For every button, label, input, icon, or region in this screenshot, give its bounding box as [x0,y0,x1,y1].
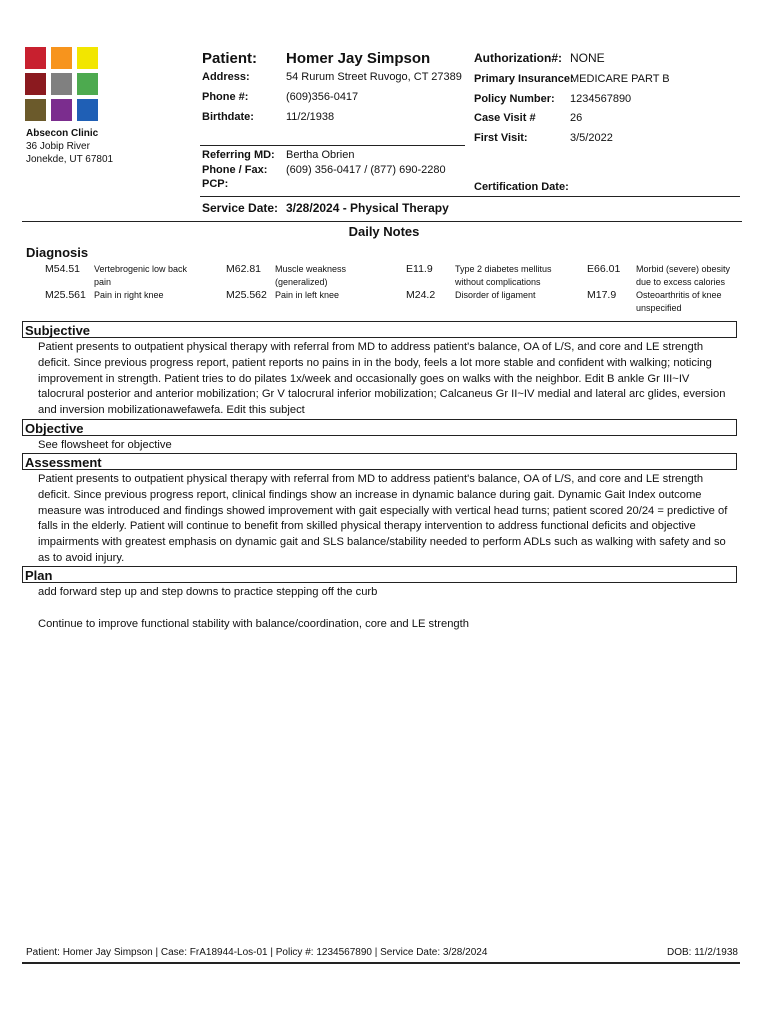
subjective-header: Subjective [22,321,737,338]
footer-dob: DOB: 11/2/1938 [667,947,738,958]
dx-code: E66.01 [587,263,621,275]
birthdate-label: Birthdate: [202,111,254,123]
first-visit-value: 3/5/2022 [570,132,613,144]
phonefax-value: (609) 356-0417 / (877) 690-2280 [286,164,446,176]
logo-square [51,73,72,95]
pcp-label: PCP: [202,178,229,190]
policy-label: Policy Number: [474,93,555,105]
clinic-logo [25,47,101,123]
dx-desc: Pain in right knee [94,290,164,300]
clinic-name: Absecon Clinic [26,128,99,139]
assessment-header: Assessment [22,453,737,470]
dx-code: M25.562 [226,289,267,301]
phone-label: Phone #: [202,91,249,103]
phone-value: (609)356-0417 [286,91,359,103]
objective-header: Objective [22,419,737,436]
first-visit-label: First Visit: [474,132,528,144]
policy-value: 1234567890 [570,93,632,105]
assessment-text: Patient presents to outpatient physical therapy with referral from MD to address patient's balance, OA of L/S, and core and LE strength deficit. Since previous progress report, clinical findings show an increase in dynamic balance during gait. Dynamic Gait Index outcome measure was introduced and findings showed improvement with gait especially with vertical head turns; patient scored 20/24 = predictive of falls in the elderly. Patient will continue to benefit from skilled physical therapy intervention to address functional deficits and objective impairments with greatest emphasis on dynamic gait and SLS balance/stability needed to perform ADLs such as walking with safety and so as to avoid injury. [38,473,728,564]
dx-code: M25.561 [45,289,86,301]
dx-desc: Disorder of ligament [455,290,536,300]
daily-notes-title: Daily Notes [348,224,420,239]
footer-patient-info: Patient: Homer Jay Simpson | Case: FrA18944-Los-01 | Policy #: 1234567890 | Service Date: 3/28/2024 [26,947,488,958]
plan-line-2: Continue to improve functional stability with balance/coordination, core and LE strength [38,618,469,630]
plan-header: Plan [22,566,737,583]
service-date-value: 3/28/2024 - Physical Therapy [286,201,449,215]
clinic-address-block [26,127,113,166]
logo-square [25,99,46,121]
referring-label: Referring MD: [202,149,275,161]
dx-code: M24.2 [406,289,436,301]
patient-name: Homer Jay Simpson [286,50,431,67]
dx-desc: Vertebrogenic low back pain [94,264,188,287]
logo-square [51,47,72,69]
subjective-text: Patient presents to outpatient physical therapy with referral from MD to address patient's balance, OA of L/S, and core and LE strength deficit. Since previous progress report, patient reports no pains in in the body, feels a lot more stable and confident with walking; noticing improvement in strength. Patient tries to do pilates 1x/week and occasionally goes on walks with the neighbor. Edit B ankle Gr III~IV talocrural posterior and anterior mobilization; Gr V talocrural inferior mobilization; Calcaneus Gr II~IV medial and lateral arc glides, eversion and inversion mobilizationawefawefa. Edit this subject [38,341,726,417]
address-label: Address: [202,71,250,83]
footer-rule [22,962,740,964]
logo-square [51,99,72,121]
referring-value: Bertha Obrien [286,149,355,161]
dx-desc: Morbid (severe) obesity due to excess calories [636,264,731,287]
dx-desc: Osteoarthritis of knee unspecified [636,290,722,313]
insurance-label: Primary Insurance: [474,73,574,85]
phonefax-label: Phone / Fax: [202,164,268,176]
service-divider [200,196,740,197]
address-value: 54 Rurum Street Ruvogo, CT 27389 [286,71,462,83]
dx-code: M17.9 [587,289,617,301]
objective-text: See flowsheet for objective [38,439,172,451]
auth-label: Authorization#: [474,51,562,65]
case-visit-label: Case Visit # [474,112,536,124]
dx-desc: Type 2 diabetes mellitus without complications [455,264,552,287]
logo-square [77,99,98,121]
birthdate-value: 11/2/1938 [286,111,335,123]
plan-line-1: add forward step up and step downs to practice stepping off the curb [38,586,378,598]
insurance-value: MEDICARE PART B [570,73,670,85]
logo-square [77,73,98,95]
certification-label: Certification Date: [474,181,569,193]
logo-square [25,73,46,95]
dx-code: M62.81 [226,263,262,275]
logo-square [25,47,46,69]
clinic-city: Jonekde, UT 67801 [26,154,114,165]
dx-desc: Muscle weakness (generalized) [275,264,347,287]
header-rule [22,221,742,222]
patient-label: Patient: [202,50,258,67]
dx-code: M54.51 [45,263,81,275]
patient-divider [200,145,465,146]
case-visit-value: 26 [570,112,583,124]
dx-code: E11.9 [406,263,433,275]
clinic-street: 36 Jobip River [26,141,90,152]
logo-square [77,47,98,69]
auth-value: NONE [570,51,605,65]
dx-desc: Pain in left knee [275,290,340,300]
service-date-label: Service Date: [202,201,279,215]
diagnosis-title: Diagnosis [26,245,89,260]
